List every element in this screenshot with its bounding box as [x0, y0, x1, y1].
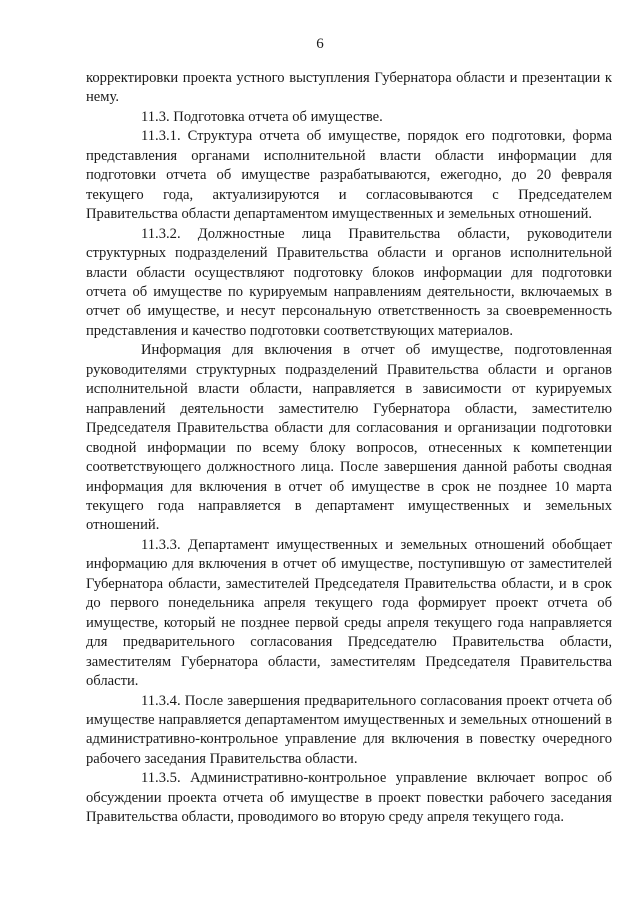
paragraph-11-3-4: 11.3.4. После завершения предварительного согласования проект отчета об имуществе направляется департаментом имущественных и земельных отношений в административно-контрольное управление для включения в повестку очередного рабочего заседания Правительства области.	[86, 692, 612, 767]
paragraph-11-3-2: 11.3.2. Должностные лица Правительства области, руководители структурных подразделений Правительства области и органов исполнительной власти области осуществляют подготовку блоков информации для подготовки отчета об имуществе по курируемым направлениям деятельности, включаемых в отчет об имуществе, и несут персональную ответственность за своевременность представления и качество подготовки соответствующих материалов.	[86, 225, 612, 339]
paragraph-continuation: корректировки проекта устного выступления Губернатора области и презентации к нему.	[86, 70, 612, 106]
page-number: 6	[316, 36, 324, 52]
paragraph-information: Информация для включения в отчет об имуществе, подготовленная руководителями структурных подразделений Правительства области и органов исполнительной власти области, направляется в зависимости от курируемых направлений деятельности заместителю Губернатора области, заместителю Председателя Правительства области для согласования и организации подготовки сводной информации по всему блоку вопросов, отнесенных к компетенции соответствующего должностного лица. После завершения данной работы сводная информация для включения в отчет об имуществе в срок не позднее 10 марта текущего года направляется в департамент имущественных и земельных отношений.	[86, 342, 612, 534]
paragraph-11-3-3: 11.3.3. Департамент имущественных и земельных отношений обобщает информацию для включения в отчет об имуществе, поступившую от заместителей Губернатора области, заместителей Председателя Правительства области, и в срок до первого понедельника апреля текущего года формирует проект отчета об имуществе, который не позднее первой среды апреля текущего года направляется для предварительного согласования Председателю Правительства области, заместителям Губернатора области, заместителям Председателя Правительства области.	[86, 536, 612, 690]
paragraph-11-3-5: 11.3.5. Административно-контрольное управление включает вопрос об обсуждении проекта отчета об имуществе в проект повестки рабочего заседания Правительства области, проводимого во вторую среду апреля текущего года.	[86, 770, 612, 826]
document-body	[86, 69, 612, 828]
paragraph-11-3-1: 11.3.1. Структура отчета об имуществе, порядок его подготовки, форма представления органами исполнительной власти области информации для подготовки отчета об имуществе разрабатываются, ежегодно, до 20 февраля текущего года, актуализируются и согласовываются с Председателем Правительства области департаментом имущественных и земельных отношений.	[86, 128, 612, 223]
paragraph-section-11-3: 11.3. Подготовка отчета об имуществе.	[141, 108, 383, 125]
